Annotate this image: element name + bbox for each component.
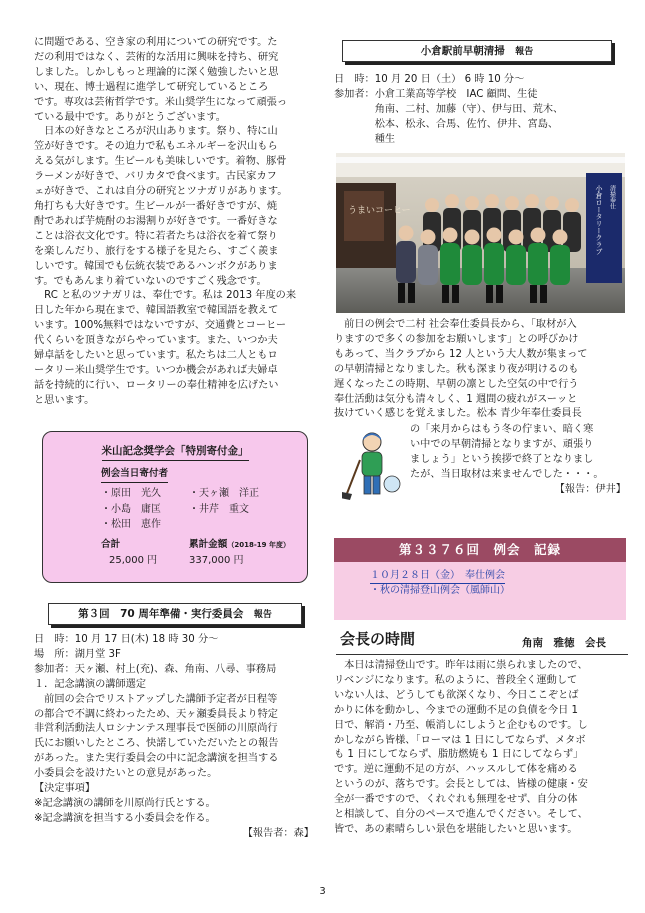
essay-line: RC と私のツナガリは、奉仕です。私は 2013 年度の来	[34, 290, 297, 302]
president-text-line: 皆で、あの素晴らしい景色を堪能したいと思います。	[334, 823, 578, 835]
cleanup-body-line: りますので多くの参加をお願いします」との呼びかけ	[334, 333, 579, 345]
meeting-record-body	[334, 562, 626, 620]
cleanup-header: 小倉駅前早朝清掃 報告	[342, 40, 612, 62]
committee-line: があった。また実行委員会の中に記念講演を担当する	[34, 753, 279, 765]
essay-text	[34, 36, 318, 409]
committee-line: ※記念講演の講師を川原尚行氏とする。	[34, 797, 216, 809]
president-text-line: 全が一番ですので、くれぐれも無理をせず、自分の体	[334, 794, 578, 806]
participant-line: 松本、松永、合馬、佐竹、伊井、宮島、	[334, 118, 559, 130]
cleanup-body-line: 前日の例会で二村 社会奉仕委員長から、「取材が入	[334, 319, 577, 330]
committee-line: 前回の会合でリストアップした講師予定者が日程等	[34, 693, 278, 705]
donor-name: ・原田 光久	[101, 488, 161, 499]
essay-line: ラーメンが好きで、バリカタで食べます。古民家カフ	[34, 171, 277, 183]
essay-line: 婦卓話をしたいと思っています。私たちは二人ともロ	[34, 350, 278, 362]
cleanup-body-line: の早朝清掃となりました。秋も深まり夜が明けるのも	[334, 363, 579, 375]
donor-name: ・松田 恵作	[101, 519, 161, 530]
page-number: 3	[319, 886, 326, 897]
committee-line: 非営利活動法人ロシナンテス理事長で医師の川原尚行	[34, 723, 278, 735]
essay-line: ェが好きで、これは自分の研究とツナガリがあります。	[34, 186, 288, 198]
cleanup-body-line: もあって、当クラブから 12 人という大人数が集まって	[334, 348, 588, 360]
essay-line: い、現在、博士過程に進学して研究しているところ	[34, 81, 269, 93]
cleanup-participants	[334, 88, 628, 148]
president-text	[334, 659, 628, 838]
essay-line: す。でもあんまり着ていないのですごく残念です。	[34, 275, 267, 287]
participant-line: 種生	[334, 133, 396, 145]
cleanup-details	[334, 73, 628, 148]
cleanup-body-line: 抜けていく感じを覚えました。松本 青少年奉仕委員長	[334, 408, 582, 420]
cleanup-reporter: 【報告：伊井】	[554, 483, 626, 495]
essay-line: に問題である、空き家の利用についての研究です。た	[34, 37, 278, 48]
president-title-rule	[336, 654, 628, 655]
cumulative-value: 337,000 円	[189, 555, 244, 566]
volunteer-illustration	[342, 430, 406, 502]
photo-club-sign-sub: 清掃奉仕	[608, 185, 616, 209]
cleanup-body-line: 奉仕活動は気分も清々しく、1 週間の疲れがスーッと	[334, 393, 578, 405]
essay-line: います。100%無料ではないですが、交通費とコーヒー	[34, 320, 287, 332]
president-text-line: です。逆に運動不足の方が、ハッスルして体を痛める	[334, 764, 578, 776]
president-text-line: かりに体を動かし、今までの運動不足の負債を今日 1	[334, 704, 579, 716]
essay-line: 角打ちも大好きです。生ビールが一番好きですが、焼	[34, 200, 278, 212]
committee-line: 【決定事項】	[34, 783, 96, 795]
committee-line: 場 所：湖月堂 3F	[34, 648, 121, 660]
president-text-line: 本日は清掃登山です。昨年は雨に祟られましたので、	[334, 660, 588, 671]
president-text-line: リベンジになります。私のように、普段全く運動して	[334, 674, 578, 686]
committee-line: 小委員会を設けたいとの意見があった。	[34, 768, 218, 780]
committee-line: の都合で不調に終わったため、天ヶ瀬委員長より特定	[34, 708, 278, 720]
president-text-line: いない人は、どうしても欲深くなり、今日ここぞとば	[334, 689, 579, 701]
president-name: 角南 雅徳 会長	[522, 637, 606, 649]
total-label: 合計	[101, 539, 121, 550]
president-text-line: かしながら皆様、「ローマは 1 日にしてならず、メタボ	[334, 734, 586, 746]
cleanup-body-line: ましょう」という挨拶で終了となりまし	[410, 453, 594, 465]
president-text-line: と相談して、自分のペースで進んでください。そして、	[334, 809, 588, 821]
sweeping-person-icon	[342, 430, 406, 502]
essay-line: しいです。韓国でも伝統衣装であるハンボクがありま	[34, 260, 278, 272]
donor-row	[101, 502, 277, 518]
donor-name: ・井芹 重文	[189, 503, 249, 515]
president-text-line: というのが、落ちです。会長としては、皆様の健康・安	[334, 779, 588, 791]
donor-row	[101, 517, 277, 533]
participant-line: 角南、二村、加藤（守）、伊与田、荒木、	[334, 103, 564, 115]
cleanup-body-line: い中での早朝清掃となりますが、頑張り	[410, 438, 594, 450]
committee-line: 参加者：天ヶ瀬、村上(充)、森、角南、八尋、事務局	[34, 663, 277, 675]
president-time-title: 会長の時間	[340, 630, 416, 648]
committee-line: 氏にお願いしたところ、快諾していただいたとの報告	[34, 738, 279, 750]
donor-name: ・小島 庸匡	[101, 503, 161, 515]
cleanup-group-photo	[336, 153, 625, 313]
committee-reporter: 【報告者：森】	[242, 827, 314, 839]
left-column	[34, 36, 318, 409]
cleanup-body	[334, 318, 628, 422]
participant-line: 参加者：小倉工業高等学校 IAC 顧問、生徒	[334, 88, 538, 100]
cleanup-body-line: たが、当日取材は来ませんでした・・・。	[410, 468, 604, 480]
committee-line: 日 時：10 月 17 日(木) 18 時 30 分～	[34, 634, 219, 645]
donor-row	[101, 486, 277, 502]
cleanup-body-line: の「来月からはもう冬の佇まい、暗く寒	[410, 424, 594, 435]
essay-line: える気がします。生ビールも美味しいです。着物、豚骨	[34, 156, 287, 168]
group-photo-illustration	[336, 153, 625, 313]
essay-line: 日した年から現在まで、韓国語教室で韓国語を教えて	[34, 305, 279, 317]
photo-club-sign: 小倉ロータリークラブ	[595, 185, 603, 255]
cleanup-body-wrap	[410, 423, 626, 498]
donor-list	[101, 486, 277, 533]
essay-line: 代くらいを頂きながらやっています。また、いつか夫	[34, 335, 278, 347]
essay-line: 笠が好きです。その迫力で私もエネルギーを沢山もら	[34, 141, 278, 153]
essay-line: ている最中です。ありがとうございます。	[34, 111, 226, 123]
committee-line: ※記念講演を担当する小委員会を作る。	[34, 812, 216, 824]
essay-line: 話を持続的に行い、ロータリーの奉仕精神を広げたい	[34, 379, 279, 391]
meeting-topic-line: ・秋の清掃登山例会（風師山）	[370, 585, 510, 596]
meeting-record-banner: 第３３７６回 例会 記録	[334, 538, 626, 562]
essay-line: ータリー米山奨学生です。いつか機会があれば夫婦卓	[34, 364, 278, 376]
special-donation-box	[42, 431, 308, 583]
president-text-line: 日で、解消・乃至、帳消しにしようと企むものです。し	[334, 719, 588, 731]
cleanup-date: 日 時：10 月 20 日（土） 6 時 10 分～	[334, 74, 525, 85]
cleanup-body-line: 遅くなったこの時期、早朝の凛とした空気の中で行う	[334, 378, 579, 390]
essay-line: だの利用ではなく、芸術的な活用に興味を持ち、研究	[34, 51, 279, 63]
meeting-date-line: １０月２８日（金） 奉仕例会	[370, 569, 505, 584]
president-text-line: も 1 日にしてならず、脂肪燃焼も 1 日にしてならず」	[334, 749, 584, 761]
essay-line: ことは浴衣文化です。特に若者たちは浴衣を着て祭り	[34, 230, 278, 242]
photo-banner-text: うまいコーヒー	[348, 206, 411, 216]
committee-header: 第３回 70 周年準備・実行委員会 報告	[48, 603, 302, 625]
essay-line: と思います。	[34, 394, 95, 406]
essay-line: 酎であれば芋焼酎のお湯割りが好きです。一番好きな	[34, 215, 278, 227]
fund-subtitle: 例会当日寄付者	[101, 467, 168, 483]
donor-name: ・天ヶ瀬 洋正	[189, 488, 259, 499]
essay-line: 日本の好きなところが沢山あります。祭り、特に山	[34, 126, 278, 138]
essay-line: しました。しかしもっと理論的に深く勉強したいと思	[34, 66, 279, 78]
essay-line: です。専攻は芸術哲学です。米山奨学生になって頑張っ	[34, 96, 288, 108]
essay-line: を楽しんだり、旅行をする様子を見たら、すごく羨ま	[34, 245, 279, 257]
committee-report	[34, 633, 318, 842]
cumulative-label: 累計金額（2018-19 年度）	[189, 539, 290, 550]
cumulative-year: （2018-19 年度）	[227, 541, 290, 549]
total-value: 25,000 円	[109, 555, 158, 566]
committee-line: １．記念講演の講師選定	[34, 678, 147, 690]
fund-title: 米山記念奨学会「特別寄付金」	[102, 444, 249, 461]
